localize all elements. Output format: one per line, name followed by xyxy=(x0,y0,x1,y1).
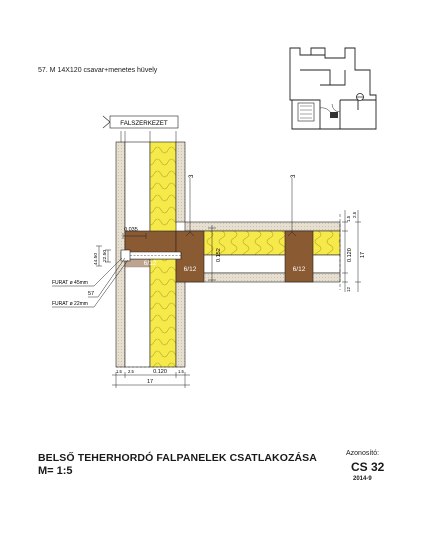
key-plan xyxy=(290,48,376,129)
dim-17-vertical: 17 xyxy=(360,251,366,258)
dim-0120-vertical: 0.120 xyxy=(347,248,353,262)
ref-3-right: 3 xyxy=(291,174,297,178)
callout-furat-45: FURAT ø 45mm xyxy=(52,280,88,286)
callout-furat-22: FURAT ø 22mm xyxy=(52,301,88,307)
horizontal-wall xyxy=(185,214,340,290)
stud-label-c: 6/12 xyxy=(292,266,306,273)
identifier-label: Azonosító: xyxy=(346,450,380,457)
svg-text:2.5: 2.5 xyxy=(128,369,134,374)
wall-tag xyxy=(103,116,178,142)
svg-text:1.5: 1.5 xyxy=(346,215,351,222)
dim-4450: 44.50 xyxy=(94,252,99,265)
svg-text:12: 12 xyxy=(346,286,351,292)
stud-label-a: 6/12 xyxy=(143,260,157,267)
tag-text: FALSZERKEZET xyxy=(120,120,168,127)
dim-2250: 22.50 xyxy=(103,249,108,262)
drawing-scale: M= 1:5 xyxy=(38,465,73,477)
note-text: 57. M 14X120 csavar+menetes hüvely xyxy=(38,67,158,74)
identifier-date: 2014-9 xyxy=(353,476,372,482)
svg-text:1.5: 1.5 xyxy=(178,369,184,374)
identifier-code: CS 32 xyxy=(351,460,385,474)
svg-text:0.152: 0.152 xyxy=(216,248,222,262)
drawing-title: BELSŐ TEHERHORDÓ FALPANELEK CSATLAKOZÁSA xyxy=(38,452,317,464)
svg-text:1.5: 1.5 xyxy=(116,369,122,374)
dim-17-horizontal: 17 xyxy=(146,379,154,385)
stud-label-b: 6/12 xyxy=(183,266,197,273)
callout-57: 57 xyxy=(88,291,95,297)
svg-text:0.035: 0.035 xyxy=(124,227,138,233)
svg-text:2.5: 2.5 xyxy=(352,211,357,218)
ref-3-left: 3 xyxy=(189,174,195,178)
dim-0120-horizontal: 0.120 xyxy=(153,369,167,375)
